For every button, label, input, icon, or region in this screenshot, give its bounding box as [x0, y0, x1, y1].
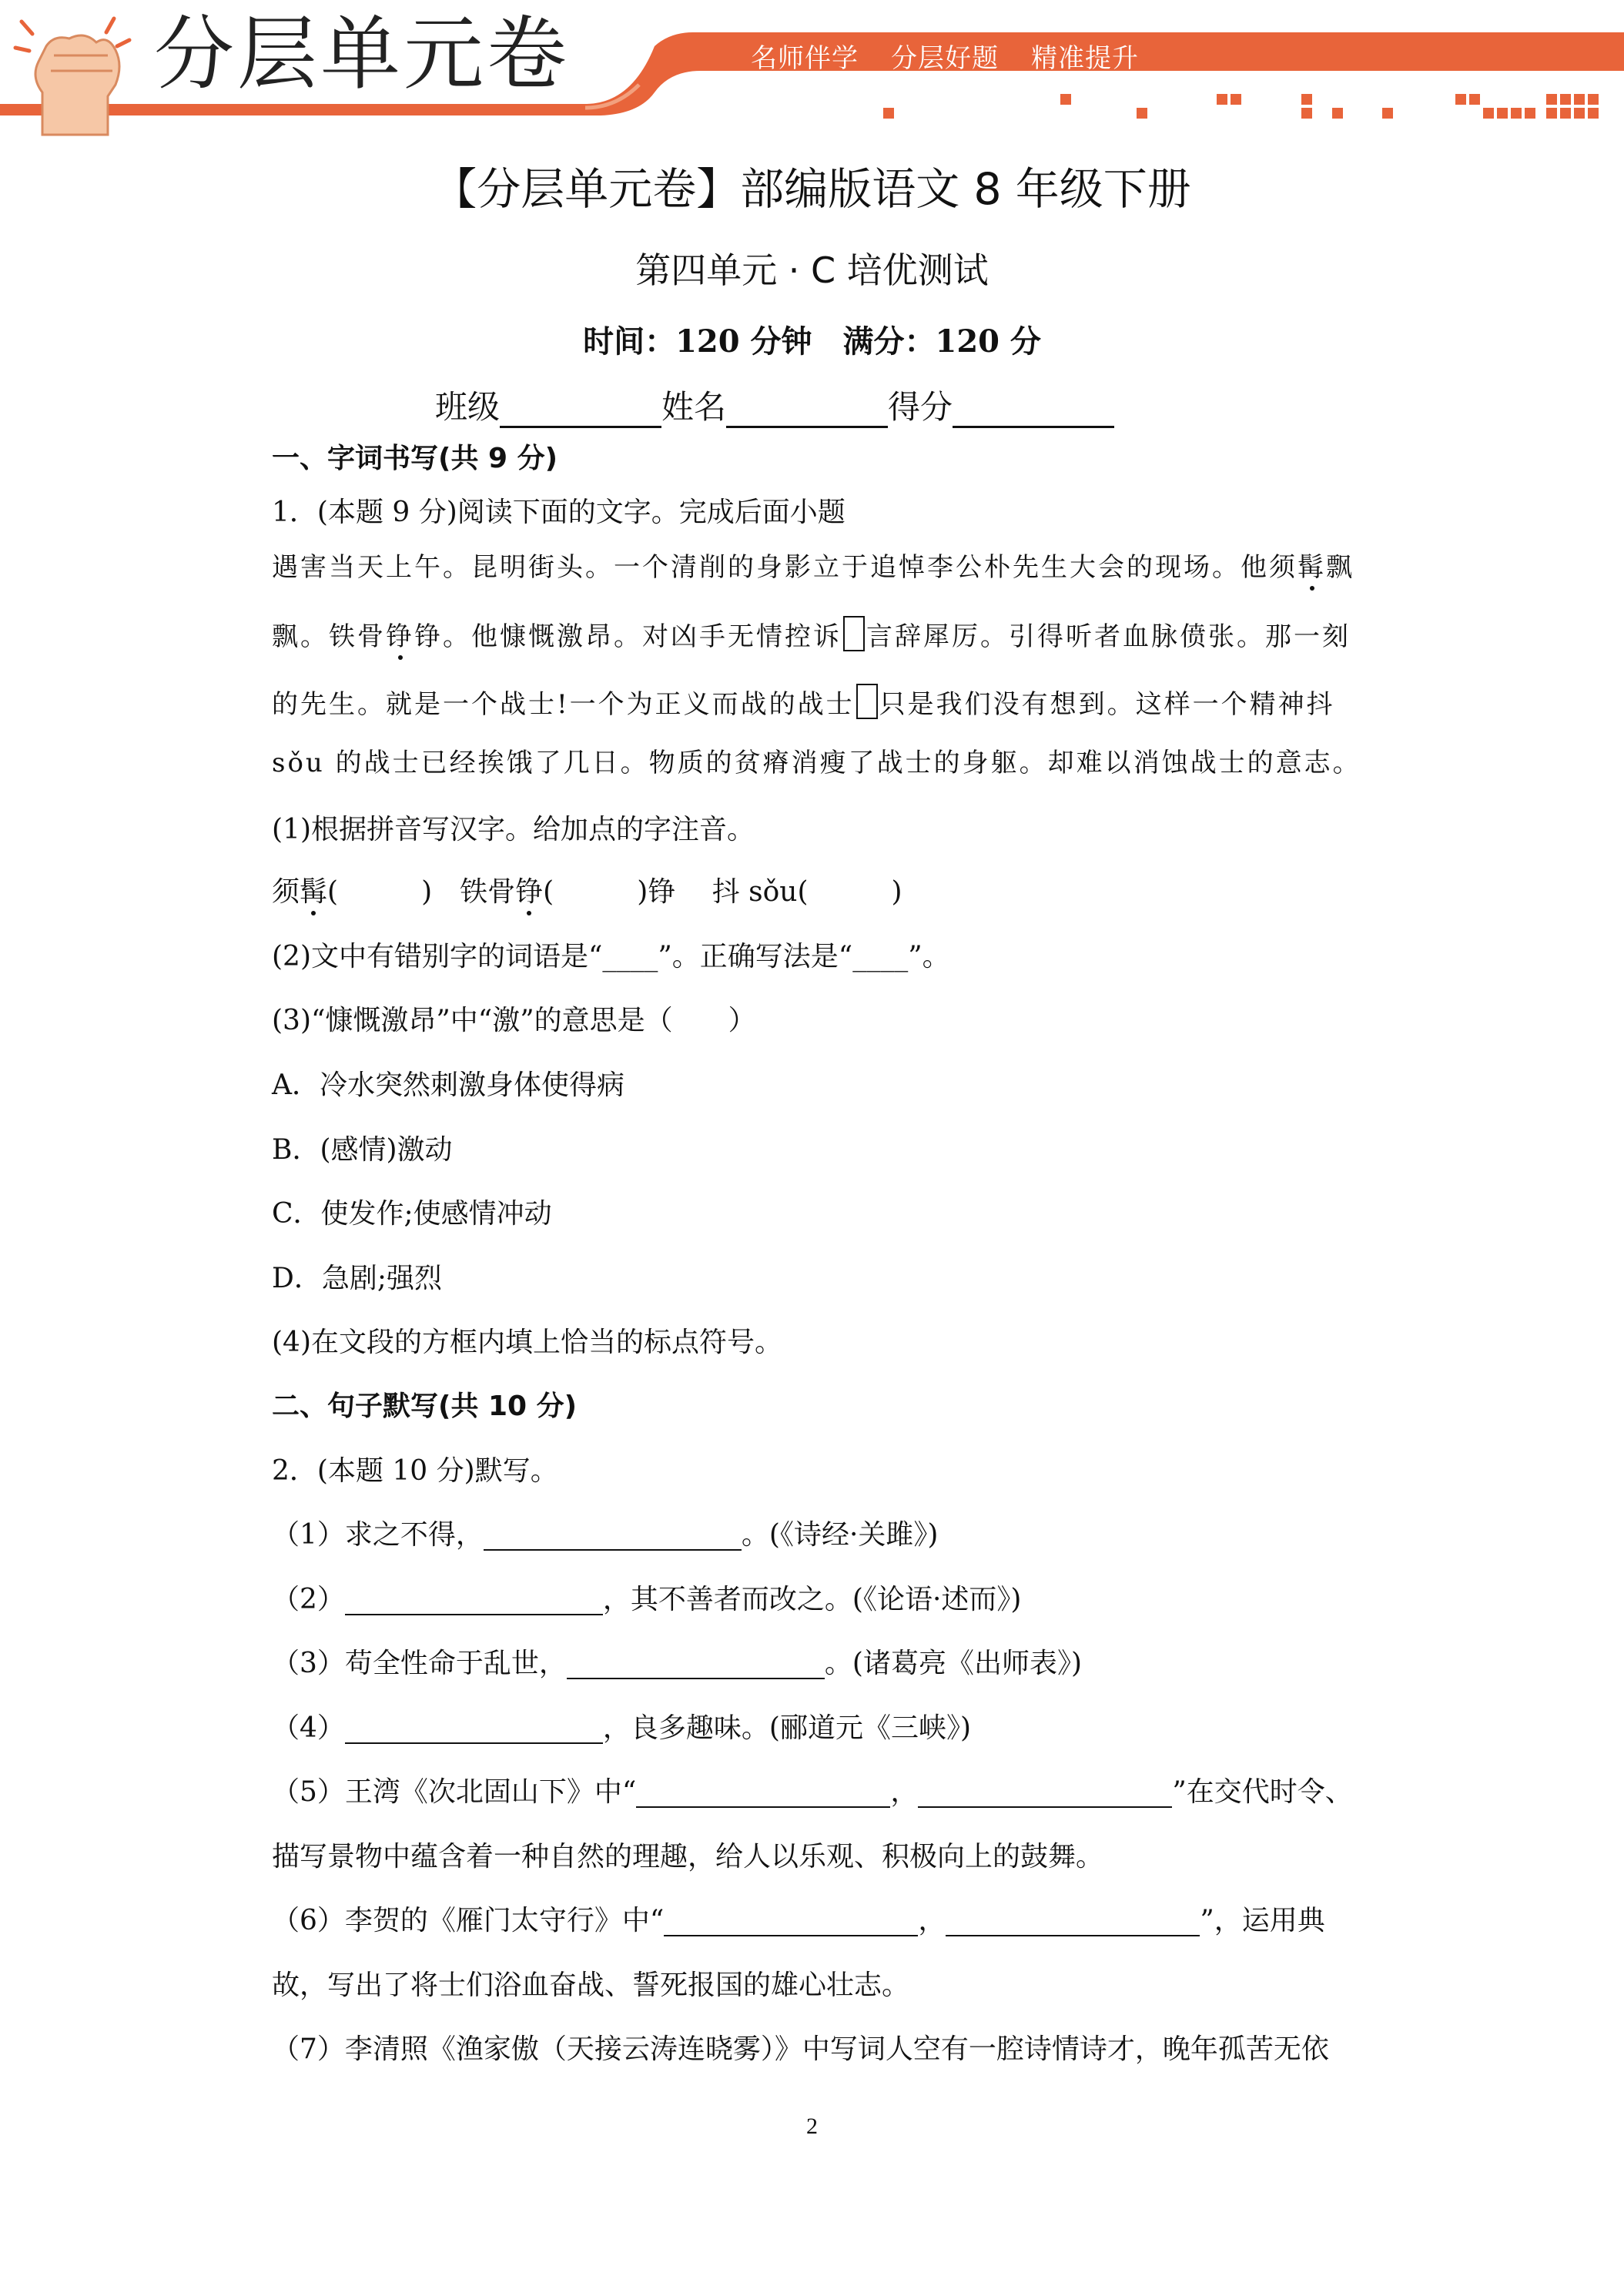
brand-title: 分层单元卷 — [154, 7, 571, 101]
passage-text: 言辞犀厉。引得听者血脉偾张。那一刻 — [866, 621, 1351, 652]
passage-line-4: sǒu 的战士已经挨饿了几日。物质的贫瘠消瘦了战士的身躯。却难以消蚀战士的意志。 — [272, 748, 1361, 778]
answer-blank[interactable] — [345, 1586, 603, 1615]
passage-text: 只是我们没有想到。这样一个精神抖 — [879, 689, 1335, 720]
sub-question-4: (4)在文段的方框内填上恰当的标点符号。 — [272, 1327, 782, 1358]
recite-item-6 — [272, 1905, 1351, 1936]
answer-blank[interactable] — [345, 1715, 603, 1744]
dotted-char: 铮 — [515, 876, 544, 908]
tagline-item: 名师伴学 — [751, 43, 859, 74]
time-info: 时间：120 分钟 满分：120 分 — [583, 323, 1041, 360]
item-text: ，良多趣味。(郦道元《三峡》) — [602, 1712, 971, 1744]
option-b[interactable]: B．(感情)激动 — [272, 1134, 453, 1166]
header-banner — [0, 0, 1624, 146]
passage-text: 飘。铁骨 — [272, 621, 386, 652]
question1-intro: 1．(本题 9 分)阅读下面的文字。完成后面小题 — [272, 497, 845, 528]
item-text: ”，运用典 — [1200, 1905, 1325, 1936]
tagline-item: 分层好题 — [891, 43, 999, 74]
recite-item-5-cont: 描写景物中蕴含着一种自然的理趣，给人以乐观、积极向上的鼓舞。 — [272, 1841, 1104, 1873]
recite-item-2 — [272, 1584, 1351, 1615]
answer-blank[interactable] — [946, 1907, 1200, 1936]
item-text: ”在交代时令、 — [1172, 1776, 1353, 1808]
option-c[interactable]: C．使发作;使感情冲动 — [272, 1198, 552, 1230]
item-text: 。(《诗经·关雎》) — [741, 1519, 939, 1551]
recite-item-7: （7）李清照《渔家傲（天接云涛连晓雾）》中写词人空有一腔诗情诗才，晚年孤苦无依 — [272, 2033, 1329, 2065]
item-text: 铁骨 — [460, 876, 516, 908]
punctuation-box[interactable] — [843, 616, 865, 651]
item-text: （6）李贺的《雁门太守行》中“ — [272, 1905, 665, 1936]
item-text: （4） — [272, 1712, 345, 1744]
recite-item-3 — [272, 1648, 1351, 1679]
recite-item-1 — [272, 1519, 1351, 1551]
answer-blank[interactable] — [484, 1521, 742, 1551]
question2-intro: 2．(本题 10 分)默写。 — [272, 1455, 558, 1487]
student-info-fields — [435, 382, 1114, 428]
brand-tagline — [751, 37, 1171, 75]
sub-question-2: (2)文中有错别字的词语是“____”。正确写法是“____”。 — [272, 941, 950, 972]
item-text: ， — [890, 1776, 919, 1808]
passage-text: 的先生。就是一个战士!一个为正义而战的战士 — [272, 689, 855, 720]
recite-item-4 — [272, 1712, 1351, 1744]
sub-question-1-items — [272, 876, 1351, 908]
class-label: 班级 — [435, 388, 501, 426]
answer-paren[interactable]: ( )铮 抖 sǒu( ) — [543, 876, 902, 908]
passage-text: 飘 — [1326, 552, 1354, 583]
passage-line-1 — [272, 552, 1354, 583]
class-blank[interactable] — [500, 389, 661, 428]
dotted-char: 髯 — [300, 876, 328, 908]
answer-blank[interactable] — [918, 1779, 1172, 1808]
fist-logo-icon — [15, 18, 129, 135]
page-number: 2 — [806, 2114, 818, 2139]
name-blank[interactable] — [726, 389, 888, 428]
passage-text: 铮。他慷慨激昂。对凶手无情控诉 — [414, 621, 842, 652]
option-a[interactable]: A．冷水突然刺激身体使得病 — [272, 1069, 624, 1101]
section1-heading: 一、字词书写(共 9 分) — [272, 443, 558, 474]
sub-question-3: (3)“慷慨激昂”中“激”的意思是（ ） — [272, 1005, 756, 1036]
document-subtitle: 第四单元 · C 培优测试 — [635, 249, 989, 291]
recite-item-5 — [272, 1776, 1351, 1808]
passage-line-3 — [272, 684, 1351, 720]
score-blank[interactable] — [953, 389, 1114, 428]
recite-item-6-cont: 故，写出了将士们浴血奋战、誓死报国的雄心壮志。 — [272, 1970, 910, 2001]
answer-blank[interactable] — [636, 1779, 890, 1808]
tagline-item: 精准提升 — [1031, 43, 1139, 74]
passage-line-2 — [272, 616, 1351, 652]
item-text: （2） — [272, 1584, 345, 1615]
answer-blank[interactable] — [664, 1907, 918, 1936]
item-text: ， — [918, 1905, 946, 1936]
item-text: （5）王湾《次北固山下》中“ — [272, 1776, 637, 1808]
sub-question-1: (1)根据拼音写汉字。给加点的字注音。 — [272, 814, 755, 845]
passage-text: 遇害当天上午。昆明街头。一个清削的身影立于追悼李公朴先生大会的现场。他须 — [272, 552, 1298, 583]
document-title: 【分层单元卷】部编版语文 8 年级下册 — [433, 164, 1191, 215]
item-text: （3）苟全性命于乱世， — [272, 1648, 567, 1679]
name-label: 姓名 — [661, 388, 727, 426]
punctuation-box[interactable] — [856, 684, 878, 719]
answer-paren[interactable]: ( ) — [327, 876, 433, 908]
answer-blank[interactable] — [567, 1650, 825, 1679]
option-d[interactable]: D．急剧;强烈 — [272, 1263, 442, 1294]
item-text: （1）求之不得， — [272, 1519, 484, 1551]
item-text: 。(诸葛亮《出师表》) — [824, 1648, 1082, 1679]
score-label: 得分 — [888, 388, 953, 426]
section2-heading: 二、句子默写(共 10 分) — [272, 1391, 578, 1422]
dotted-char: 髯 — [1298, 552, 1326, 583]
item-text: ，其不善者而改之。(《论语·述而》) — [602, 1584, 1022, 1615]
dotted-char: 铮 — [386, 621, 414, 652]
item-text: 须 — [272, 876, 300, 908]
